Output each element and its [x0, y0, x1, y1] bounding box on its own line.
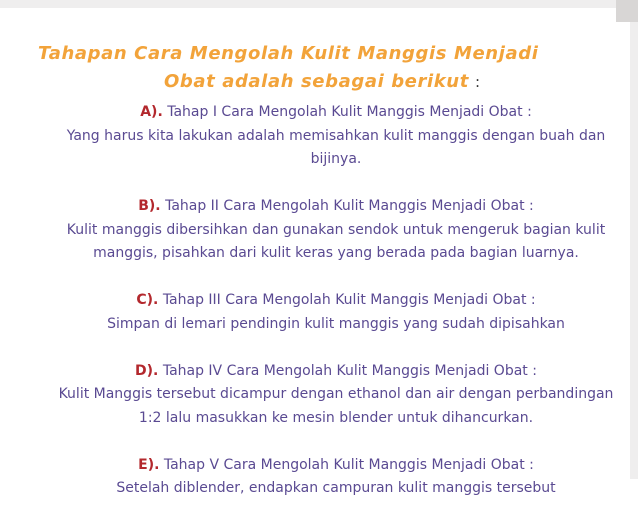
title-colon: :	[474, 73, 481, 91]
title-line-2: Obat adalah sebagai berikut	[164, 71, 469, 92]
title-line-2-wrap	[38, 68, 598, 96]
step-c	[56, 289, 616, 336]
step-letter: D).	[135, 362, 159, 379]
corner-accent	[616, 0, 638, 22]
step-e	[56, 454, 616, 501]
step-letter: E).	[138, 456, 160, 473]
step-heading: Tahap II Cara Mengolah Kulit Manggis Menjadi Obat :	[165, 198, 534, 214]
slide-title	[38, 40, 598, 96]
step-heading: Tahap V Cara Mengolah Kulit Manggis Menjadi Obat :	[163, 456, 534, 473]
step-a	[56, 101, 616, 172]
step-letter: A).	[140, 104, 163, 120]
step-d	[56, 360, 616, 431]
step-body: Simpan di lemari pendingin kulit manggis yang sudah dipisahkan	[107, 315, 565, 332]
step-letter: C).	[136, 292, 159, 308]
step-body: Kulit Manggis tersebut dicampur dengan ethanol dan air dengan perbandingan 1:2 lalu masukkan ke mesin blender untuk dihancurkan.	[58, 386, 614, 426]
step-body: Yang harus kita lakukan adalah memisahkan kulit manggis dengan buah dan bijinya.	[66, 127, 606, 167]
step-heading: Tahap IV Cara Mengolah Kulit Manggis Menjadi Obat :	[162, 362, 537, 379]
step-b	[56, 195, 616, 266]
steps-list	[56, 101, 616, 524]
step-body: Setelah diblender, endapkan campuran kulit manggis tersebut	[116, 480, 556, 496]
step-heading: Tahap III Cara Mengolah Kulit Manggis Menjadi Obat :	[162, 292, 536, 308]
title-line-1: Tahapan Cara Mengolah Kulit Manggis Menjadi	[38, 43, 539, 64]
step-letter: B).	[138, 198, 161, 214]
step-heading: Tahap I Cara Mengolah Kulit Manggis Menjadi Obat :	[167, 104, 532, 120]
step-body: Kulit manggis dibersihkan dan gunakan sendok untuk mengeruk bagian kulit manggis, pisahkan dari kulit keras yang berada pada bagian luarnya.	[66, 221, 606, 261]
